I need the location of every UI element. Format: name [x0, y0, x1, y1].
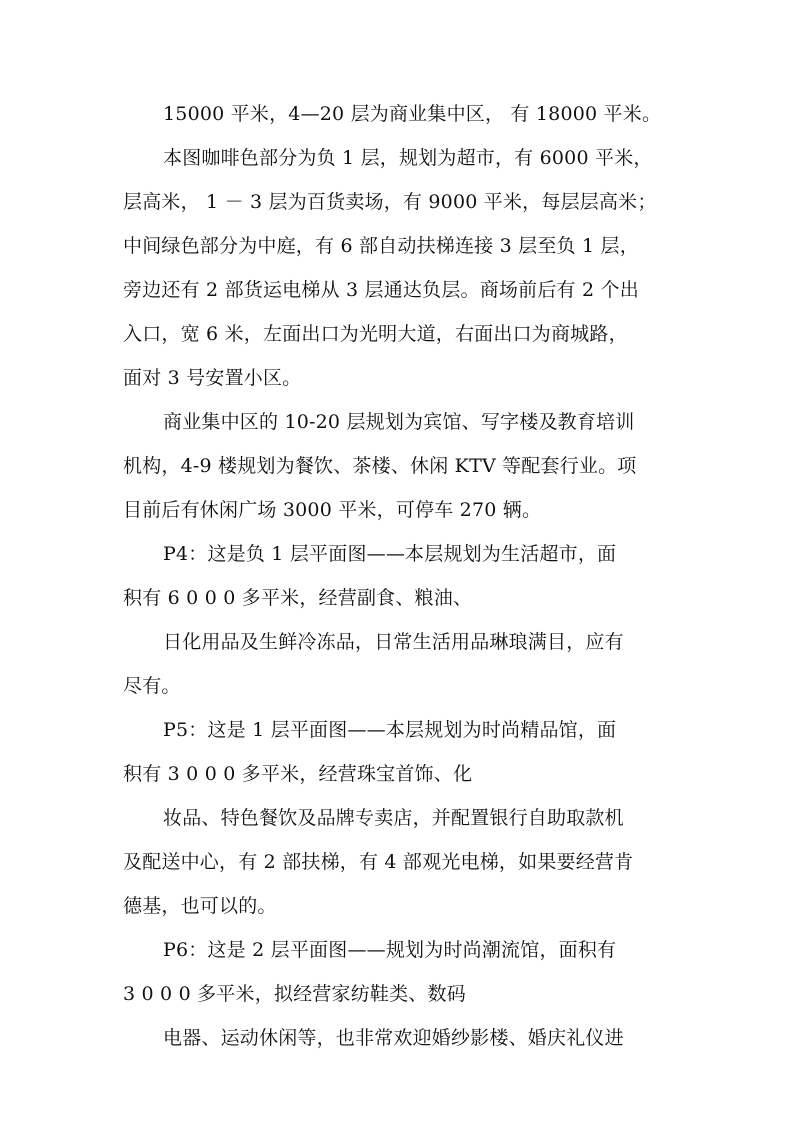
- text-line: P4：这是负 1 层平面图——本层规划为生活超市，面: [163, 543, 617, 565]
- text-line: 入口，宽 6 米，左面出口为光明大道，右面出口为商城路，: [123, 323, 628, 345]
- text-line: 德基，也可以的。: [123, 895, 277, 917]
- text-line: 机构，4-9 楼规划为餐饮、茶楼、休闲 KTV 等配套行业。项: [123, 455, 637, 477]
- text-line: 商业集中区的 10-20 层规划为宾馆、写字楼及教育培训: [163, 411, 635, 433]
- text-line: 3 0 0 0 多平米，拟经营家纺鞋类、数码: [123, 983, 466, 1005]
- text-line: 积有 3 0 0 0 多平米，经营珠宝首饰、化: [123, 763, 473, 785]
- text-line: 目前后有休闲广场 3000 平米，可停车 270 辆。: [123, 499, 542, 521]
- text-line: 尽有。: [123, 675, 181, 697]
- text-line: 旁边还有 2 部货运电梯从 3 层通达负层。商场前后有 2 个出: [123, 279, 639, 301]
- text-line: 面对 3 号安置小区。: [123, 367, 302, 389]
- text-line: 妆品、特色餐饮及品牌专卖店，并配置银行自助取款机: [163, 807, 624, 829]
- text-line: P5：这是 1 层平面图——本层规划为时尚精品馆，面: [163, 719, 617, 741]
- text-line: 层高米， 1 － 3 层为百货卖场，有 9000 平米，每层层高米；: [123, 191, 657, 213]
- text-line: P6：这是 2 层平面图——规划为时尚潮流馆，面积有: [163, 939, 617, 961]
- text-line: 及配送中心，有 2 部扶梯，有 4 部观光电梯，如果要经营肯: [123, 851, 634, 873]
- text-line: 本图咖啡色部分为负 1 层，规划为超市，有 6000 平米，: [163, 147, 653, 169]
- text-line: 电器、运动休闲等，也非常欢迎婚纱影楼、婚庆礼仪进: [163, 1027, 624, 1049]
- text-line: 中间绿色部分为中庭，有 6 部自动扶梯连接 3 层至负 1 层，: [123, 235, 639, 257]
- text-line: 日化用品及生鲜冷冻品，日常生活用品琳琅满目，应有: [163, 631, 624, 653]
- text-line: 积有 6 0 0 0 多平米，经营副食、粮油、: [123, 587, 473, 609]
- text-line: 15000 平米，4—20 层为商业集中区， 有 18000 平米。: [163, 103, 662, 125]
